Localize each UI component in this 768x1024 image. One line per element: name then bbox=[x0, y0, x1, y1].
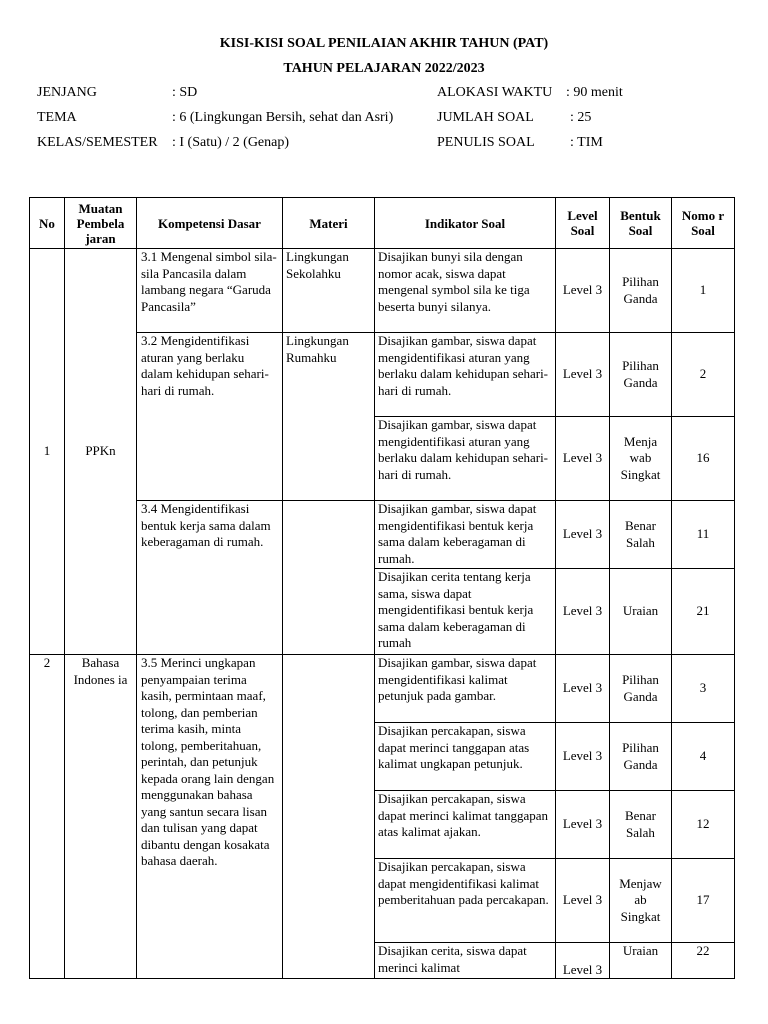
document-title: KISI-KISI SOAL PENILAIAN AKHIR TAHUN (PAT) bbox=[219, 36, 549, 51]
kelas-label: KELAS/SEMESTER bbox=[37, 135, 158, 150]
header-indikator: Indikator Soal bbox=[375, 198, 556, 249]
indikator-cell: Disajikan bunyi sila dengan nomor acak, siswa dapat mengenal symbol sila ke tiga beserta bunyi silanya. bbox=[375, 249, 556, 333]
tema-label: TEMA bbox=[37, 110, 77, 125]
jenjang-value: : SD bbox=[172, 85, 198, 100]
bentuk-cell: Pilihan Ganda bbox=[610, 723, 672, 791]
level-cell: Level 3 bbox=[556, 569, 610, 655]
materi-cell: Lingkungan Rumahku bbox=[283, 333, 375, 501]
nomor-cell: 16 bbox=[672, 417, 735, 501]
header-no: No bbox=[30, 198, 65, 249]
level-cell: Level 3 bbox=[556, 723, 610, 791]
nomor-cell: 1 bbox=[672, 249, 735, 333]
level-cell: Level 3 bbox=[556, 655, 610, 723]
kompetensi-dasar-cell: 3.1 Mengenal simbol sila-sila Pancasila dalam lambang negara “Garuda Pancasila” bbox=[137, 249, 283, 333]
bentuk-cell: Menja wab Singkat bbox=[610, 417, 672, 501]
indikator-cell: Disajikan gambar, siswa dapat mengidentifikasi kalimat petunjuk pada gambar. bbox=[375, 655, 556, 723]
kelas-value: : I (Satu) / 2 (Genap) bbox=[172, 135, 290, 150]
indikator-cell: Disajikan percakapan, siswa dapat merinci tanggapan atas kalimat ungkapan petunjuk. bbox=[375, 723, 556, 791]
materi-cell: Lingkungan Sekolahku bbox=[283, 249, 375, 333]
table-row bbox=[30, 655, 735, 723]
level-cell: Level 3 bbox=[556, 859, 610, 943]
kompetensi-dasar-cell: 3.4 Mengidentifikasi bentuk kerja sama dalam keberagaman di rumah. bbox=[137, 501, 283, 655]
table-header-row bbox=[30, 198, 735, 249]
level-cell: Level 3 bbox=[556, 791, 610, 859]
indikator-cell: Disajikan cerita tentang kerja sama, siswa dapat mengidentifikasi bentuk kerja sama dalam keberagaman di rumah bbox=[375, 569, 556, 655]
header-level: Level Soal bbox=[556, 198, 610, 249]
kompetensi-dasar-cell: 3.5 Merinci ungkapan penyampaian terima kasih, permintaan maaf, tolong, dan pemberian terima kasih, minta tolong, pemberitahuan, perintah, dan petunjuk kepada orang lain dengan menggunakan bahasa yang santun secara lisan dan tulisan yang dapat dibantu dengan kosakata bahasa daerah. bbox=[137, 655, 283, 979]
alokasi-label: ALOKASI WAKTU bbox=[437, 85, 553, 100]
header-materi: Materi bbox=[283, 198, 375, 249]
header-muatan: Muatan Pembela jaran bbox=[65, 198, 137, 249]
level-cell: Level 3 bbox=[556, 501, 610, 569]
nomor-cell: 3 bbox=[672, 655, 735, 723]
indikator-cell: Disajikan gambar, siswa dapat mengidentifikasi bentuk kerja sama dalam keberagaman di rumah. bbox=[375, 501, 556, 569]
bentuk-cell: Uraian bbox=[610, 943, 672, 979]
materi-cell bbox=[283, 501, 375, 655]
nomor-cell: 2 bbox=[672, 333, 735, 417]
header-kompetensi-dasar: Kompetensi Dasar bbox=[137, 198, 283, 249]
jumlah-value: : 25 bbox=[570, 110, 592, 125]
bentuk-cell: Menjaw ab Singkat bbox=[610, 859, 672, 943]
indikator-cell: Disajikan gambar, siswa dapat mengidentifikasi aturan yang berlaku dalam kehidupan sehari-hari di rumah. bbox=[375, 333, 556, 417]
indikator-cell: Disajikan cerita, siswa dapat merinci kalimat bbox=[375, 943, 556, 979]
bentuk-cell: Pilihan Ganda bbox=[610, 655, 672, 723]
level-cell: Level 3 bbox=[556, 333, 610, 417]
nomor-cell: 22 bbox=[672, 943, 735, 979]
nomor-cell: 4 bbox=[672, 723, 735, 791]
level-cell: Level 3 bbox=[556, 249, 610, 333]
nomor-cell: 21 bbox=[672, 569, 735, 655]
header-bentuk: Bentuk Soal bbox=[610, 198, 672, 249]
indikator-cell: Disajikan percakapan, siswa dapat merinci kalimat tanggapan atas kalimat ajakan. bbox=[375, 791, 556, 859]
indikator-cell: Disajikan gambar, siswa dapat mengidentifikasi aturan yang berlaku dalam kehidupan sehari-hari di rumah. bbox=[375, 417, 556, 501]
materi-cell bbox=[283, 655, 375, 979]
table-row bbox=[30, 249, 735, 333]
alokasi-value: : 90 menit bbox=[566, 85, 623, 100]
bentuk-cell: Pilihan Ganda bbox=[610, 333, 672, 417]
kompetensi-dasar-cell: 3.2 Mengidentifikasi aturan yang berlaku dalam kehidupan sehari-hari di rumah. bbox=[137, 333, 283, 501]
level-cell: Level 3 bbox=[556, 417, 610, 501]
row-no: 1 bbox=[30, 249, 65, 655]
header-nomor: Nomo r Soal bbox=[672, 198, 735, 249]
bentuk-cell: Pilihan Ganda bbox=[610, 249, 672, 333]
kisi-kisi-table bbox=[29, 197, 735, 979]
bentuk-cell: Benar Salah bbox=[610, 501, 672, 569]
row-no: 2 bbox=[30, 655, 65, 979]
tema-value: : 6 (Lingkungan Bersih, sehat dan Asri) bbox=[172, 110, 394, 125]
bentuk-cell: Benar Salah bbox=[610, 791, 672, 859]
level-cell: Level 3 bbox=[556, 943, 610, 979]
indikator-cell: Disajikan percakapan, siswa dapat mengidentifikasi kalimat pemberitahuan pada percakapan. bbox=[375, 859, 556, 943]
row-muatan: PPKn bbox=[65, 249, 137, 655]
jumlah-label: JUMLAH SOAL bbox=[437, 110, 534, 125]
penulis-value: : TIM bbox=[570, 135, 603, 150]
nomor-cell: 12 bbox=[672, 791, 735, 859]
penulis-label: PENULIS SOAL bbox=[437, 135, 535, 150]
nomor-cell: 11 bbox=[672, 501, 735, 569]
bentuk-cell: Uraian bbox=[610, 569, 672, 655]
jenjang-label: JENJANG bbox=[37, 85, 97, 100]
document-year: TAHUN PELAJARAN 2022/2023 bbox=[283, 61, 485, 76]
nomor-cell: 17 bbox=[672, 859, 735, 943]
row-muatan: Bahasa Indones ia bbox=[65, 655, 137, 979]
